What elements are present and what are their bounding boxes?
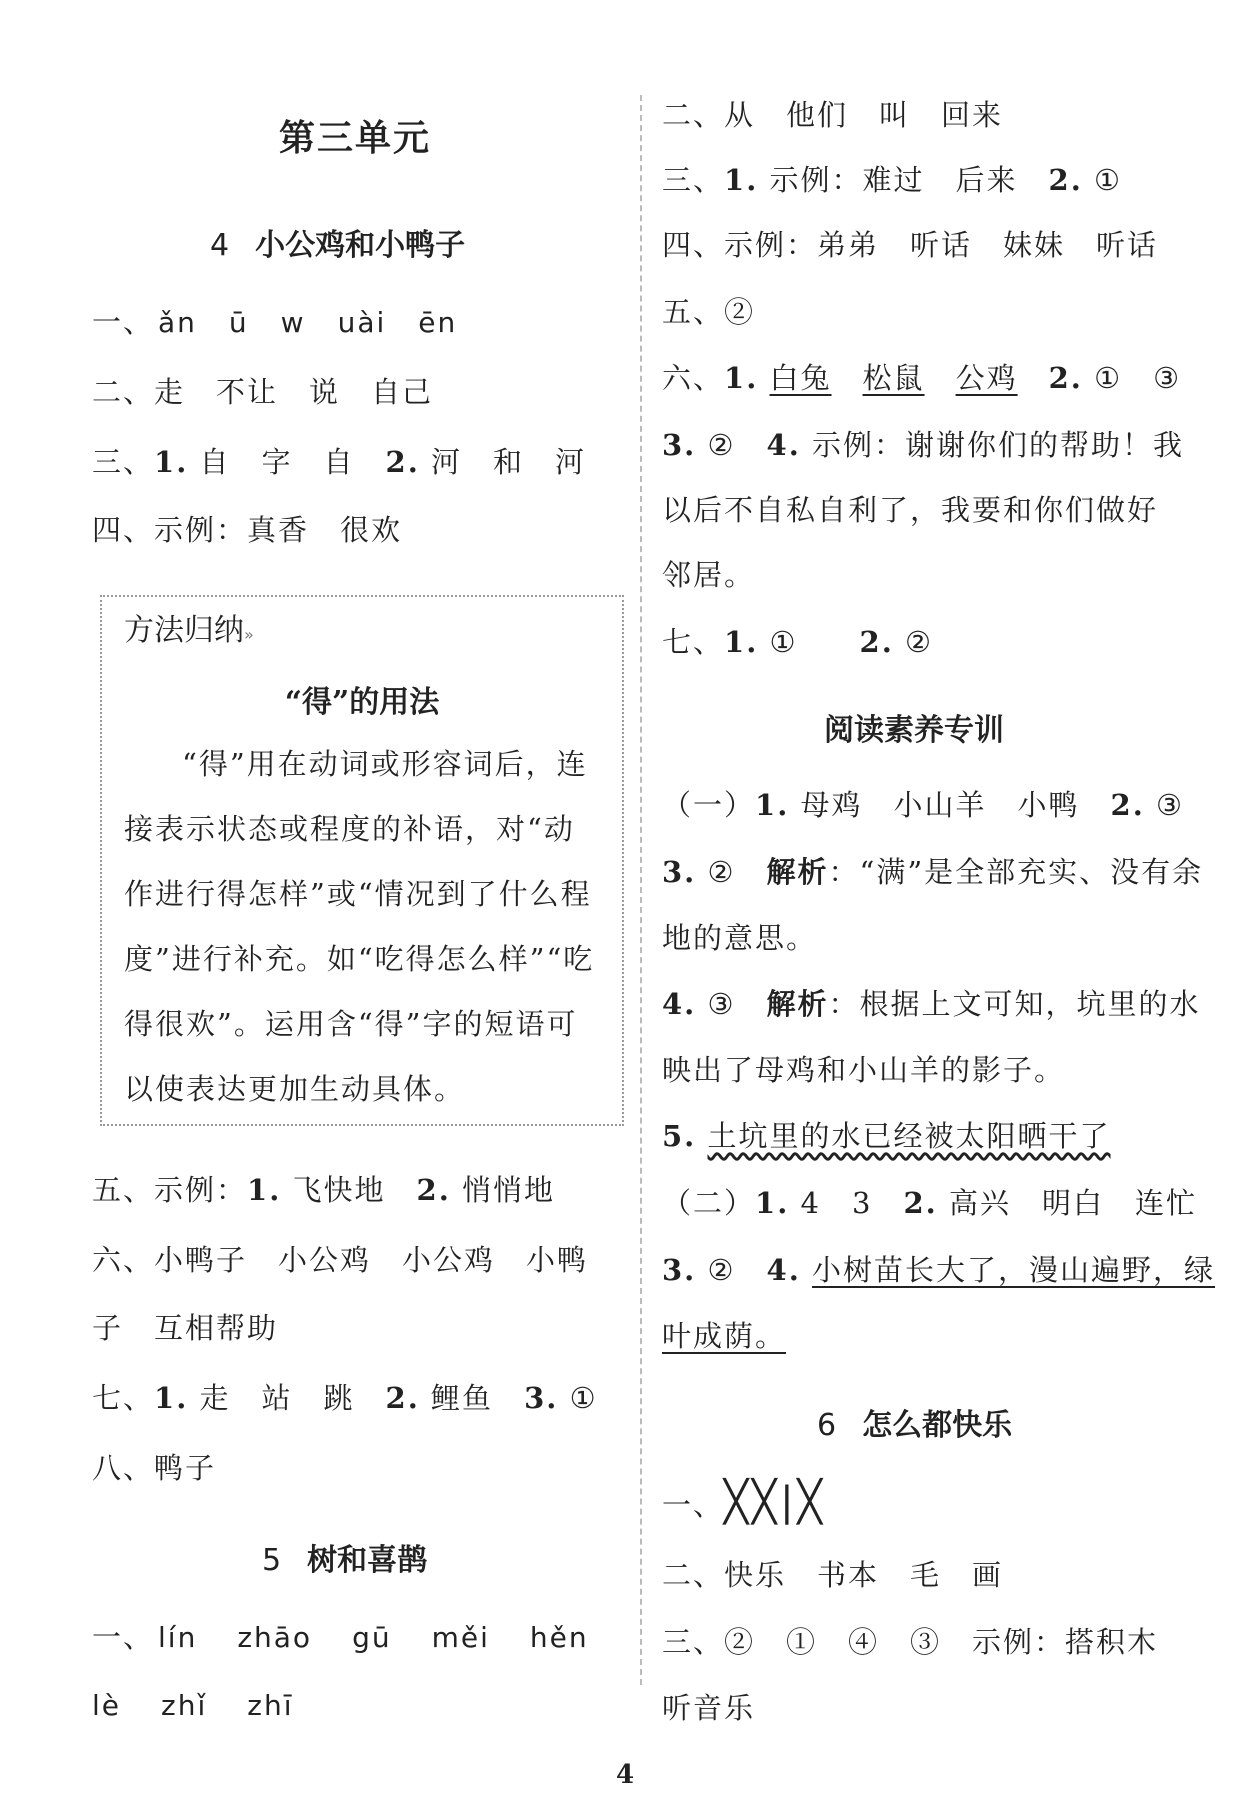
question-label: 七、	[92, 1381, 155, 1415]
l6-q3-line2: 听音乐	[662, 1691, 756, 1725]
item-number: 1.	[154, 445, 189, 479]
double-arrow-icon: »	[244, 625, 254, 644]
question-label: 一、	[92, 305, 155, 339]
lesson-number: 6	[817, 1408, 837, 1443]
answer: 母鸡 小山羊 小鸭	[800, 788, 1080, 822]
underlined-word: 白兔	[769, 361, 832, 395]
item-number: 2.	[385, 1381, 420, 1415]
l4-q4: 四、示例：真香 很欢	[92, 513, 403, 547]
l5-q4: 四、示例：弟弟 听话 妹妹 听话	[662, 228, 1159, 262]
item-number: 1.	[724, 361, 759, 395]
lesson-title: 怎么都快乐	[862, 1408, 1013, 1443]
item-number: 3.	[524, 1381, 559, 1415]
pinyin: w	[280, 306, 306, 339]
l4-q3	[92, 442, 586, 482]
analysis-text: ：“满”是全部充实、没有余	[828, 855, 1204, 889]
answer: 河 和 河	[431, 445, 587, 479]
l5-q6-line3: 以后不自私自利了，我要和你们做好	[662, 493, 1159, 527]
question-label: 五、示例：	[92, 1173, 248, 1207]
l5-q5: 五、②	[662, 295, 756, 329]
answer: ③	[1156, 788, 1185, 822]
answer: ②	[707, 855, 736, 889]
box-label-text: 方法归纳	[124, 613, 244, 648]
box-body: “得”用在动词或形容词后，连接表示状态或程度的补语，对“动作进行得怎样”或“情况到了什么程度”进行补充。如“吃得怎么样”“吃得很欢”。运用含“得”字的短语可以使表达更加生动具体。	[124, 747, 595, 1106]
lesson-title: 小公鸡和小鸭子	[255, 228, 466, 263]
item-number: 1.	[724, 163, 759, 197]
cross-marks: ╳╳|╳	[724, 1479, 826, 1525]
l6-q3-line1: 三、② ① ④ ③ 示例：搭积木	[662, 1625, 1159, 1659]
answer: 鲤鱼	[431, 1381, 494, 1415]
item-number: 2.	[903, 1186, 938, 1220]
pinyin: ū	[228, 306, 249, 339]
method-summary-box	[100, 595, 624, 1126]
l5-q3	[662, 160, 1122, 200]
answer: ③	[707, 987, 736, 1021]
reading-p1-q1	[662, 785, 1184, 825]
pinyin: lè	[92, 1689, 122, 1722]
underlined-word: 公鸡	[955, 361, 1018, 395]
pinyin: zhāo	[237, 1621, 313, 1654]
reading-heading: 阅读素养专训	[824, 713, 1004, 748]
item-number: 2.	[1048, 163, 1083, 197]
question-label: 一、	[662, 1488, 725, 1522]
reading-p2-q3	[662, 1250, 1215, 1290]
answer: 4 3	[800, 1186, 873, 1220]
question-label: 六、	[662, 361, 725, 395]
item-number: 2.	[1048, 361, 1083, 395]
box-label	[124, 605, 254, 649]
item-number: 4.	[766, 428, 801, 462]
lesson-5-heading	[262, 1535, 427, 1579]
l4-q7	[92, 1378, 598, 1418]
l4-q8: 八、鸭子	[92, 1451, 217, 1485]
l5-q2: 二、从 他们 叫 回来	[662, 98, 1004, 132]
answer: 示例：难过 后来	[769, 163, 1018, 197]
pinyin: lín	[158, 1621, 198, 1654]
reading-p2-q1	[662, 1183, 1197, 1223]
pinyin: zhī	[247, 1689, 294, 1722]
reading-p1-q3	[662, 852, 1203, 892]
l4-q6-line2: 子 互相帮助	[92, 1311, 279, 1345]
underlined-word: 松鼠	[862, 361, 925, 395]
item-number: 4.	[766, 1253, 801, 1287]
l4-q2: 二、走 不让 说 自己	[92, 375, 434, 409]
pinyin: uài	[337, 306, 387, 339]
answer: ②	[905, 625, 934, 659]
answer: 示例：谢谢你们的帮助！我	[812, 428, 1185, 462]
l4-q6-line1: 六、小鸭子 小公鸡 小公鸡 小鸭	[92, 1243, 589, 1277]
pinyin: gū	[352, 1621, 392, 1654]
l6-q2: 二、快乐 书本 毛 画	[662, 1558, 1004, 1592]
answer: ②	[707, 428, 736, 462]
box-title: “得”的用法	[284, 685, 440, 720]
answer: ①	[1094, 163, 1123, 197]
item-number: 1.	[154, 1381, 189, 1415]
analysis-label: 解析	[766, 855, 829, 889]
lesson-number: 5	[262, 1543, 282, 1578]
l4-q5	[92, 1170, 555, 1210]
question-label: 七、	[662, 625, 725, 659]
item-number: 2.	[385, 445, 420, 479]
l5-q6-line1	[662, 358, 1181, 398]
item-number: 3.	[662, 428, 697, 462]
question-label: 三、	[662, 163, 725, 197]
item-number: 1.	[755, 788, 790, 822]
item-number: 5.	[662, 1119, 697, 1153]
answer: 走 站 跳	[199, 1381, 355, 1415]
l5-q6-line4: 邻居。	[662, 558, 756, 592]
unit-title: 第三单元	[279, 118, 432, 159]
reading-p1-q5	[662, 1116, 1111, 1156]
reading-p1-q3-cont: 地的意思。	[662, 921, 818, 955]
pinyin: měi	[431, 1621, 490, 1654]
item-number: 2.	[1110, 788, 1145, 822]
lesson-4-heading	[210, 220, 465, 264]
analysis-label: 解析	[766, 987, 829, 1021]
page-number: 4	[615, 1760, 635, 1790]
item-number: 4.	[662, 987, 697, 1021]
underlined-answer: 叶成荫。	[662, 1319, 787, 1353]
item-number: 1.	[755, 1186, 790, 1220]
passage-label: （二）	[662, 1186, 756, 1220]
answer: ① ③	[1094, 361, 1182, 395]
l5-q6-line2	[662, 425, 1184, 465]
pinyin: ēn	[418, 306, 458, 339]
l5-q1-line2	[92, 1685, 293, 1726]
answer: ①	[769, 625, 798, 659]
question-label: 一、	[92, 1620, 155, 1654]
underlined-answer: 小树苗长大了，漫山遍野，绿	[812, 1253, 1216, 1287]
item-number: 1.	[247, 1173, 282, 1207]
pinyin: zhǐ	[161, 1689, 208, 1722]
reading-p1-q4-cont: 映出了母鸡和小山羊的影子。	[662, 1053, 1066, 1087]
answer: 自 字 自	[199, 445, 355, 479]
question-label: 三、	[92, 445, 155, 479]
item-number: 3.	[662, 855, 697, 889]
passage-label: （一）	[662, 788, 756, 822]
l5-q7	[662, 622, 933, 662]
item-number: 3.	[662, 1253, 697, 1287]
l4-q1	[92, 302, 457, 343]
lesson-title: 树和喜鹊	[307, 1543, 428, 1578]
item-number: 1.	[724, 625, 759, 659]
analysis-text: ：根据上文可知，坑里的水	[828, 987, 1201, 1021]
column-divider	[640, 95, 642, 1685]
lesson-6-heading	[817, 1400, 1012, 1444]
wavy-underlined-answer: 土坑里的水已经被太阳晒干了	[707, 1119, 1111, 1153]
l5-q1-line1	[92, 1617, 589, 1658]
reading-p2-q4-cont	[662, 1316, 786, 1356]
answer: ①	[569, 1381, 598, 1415]
answer: 高兴 明白 连忙	[948, 1186, 1197, 1220]
lesson-number: 4	[210, 228, 230, 263]
answer: ②	[707, 1253, 736, 1287]
item-number: 2.	[859, 625, 894, 659]
pinyin: ǎn	[158, 306, 197, 339]
answer: 飞快地	[292, 1173, 386, 1207]
reading-p1-q4	[662, 984, 1201, 1024]
item-number: 2.	[416, 1173, 451, 1207]
l6-q1	[662, 1479, 826, 1525]
pinyin: hěn	[529, 1621, 589, 1654]
answer: 悄悄地	[462, 1173, 556, 1207]
